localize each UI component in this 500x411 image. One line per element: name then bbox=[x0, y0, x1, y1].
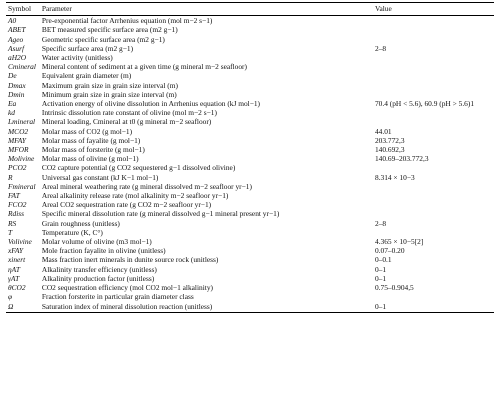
table-row bbox=[6, 154, 494, 163]
value-cell: 0–1 bbox=[373, 302, 494, 313]
symbol-cell: xFAY bbox=[8, 246, 24, 256]
table-row bbox=[6, 209, 494, 218]
value-cell bbox=[373, 108, 494, 117]
table-row bbox=[6, 35, 494, 44]
table-header bbox=[6, 3, 494, 16]
parameter-cell: Molar mass of CO2 (g mol−1) bbox=[41, 126, 133, 136]
parameter-cell: Molar mass of fayalite (g mol−1) bbox=[41, 135, 141, 145]
symbol-cell: Ea bbox=[8, 99, 17, 109]
parameter-cell: Molar mass of forsterite (g mol−1) bbox=[41, 145, 145, 155]
parameter-cell: Mole fraction fayalite in olivine (unitless) bbox=[41, 246, 166, 256]
table-row bbox=[6, 200, 494, 209]
table-row bbox=[6, 25, 494, 34]
table-row bbox=[6, 191, 494, 200]
value-cell: 44.01 bbox=[374, 126, 392, 136]
parameter-cell: Saturation index of mineral dissolution reaction (unitless) bbox=[40, 302, 373, 313]
table-row bbox=[6, 302, 494, 313]
value-cell bbox=[373, 62, 494, 71]
table-row bbox=[6, 71, 494, 80]
parameter-cell: BET measured specific surface area (m2 g−1) bbox=[41, 25, 178, 35]
table-row bbox=[6, 182, 494, 191]
header-value: Value bbox=[373, 3, 494, 16]
table-row bbox=[6, 163, 494, 172]
parameter-cell: Temperature (K, C°) bbox=[41, 227, 103, 237]
symbol-cell: Molivine bbox=[8, 154, 35, 164]
value-cell bbox=[373, 200, 494, 209]
value-cell bbox=[373, 71, 494, 80]
value-cell: 0.75–0.904,5 bbox=[374, 283, 414, 293]
parameter-cell: Grain roughness (unitless) bbox=[41, 218, 120, 228]
value-cell: 0–0.1 bbox=[374, 255, 392, 265]
value-cell bbox=[373, 292, 494, 301]
symbol-cell: PCO2 bbox=[8, 163, 27, 173]
value-cell bbox=[373, 228, 494, 237]
symbol-cell: γAT bbox=[8, 273, 20, 283]
symbol-cell: MFAY bbox=[8, 135, 26, 145]
symbol-cell: ηAT bbox=[8, 264, 21, 274]
parameter-cell: CO2 capture potential (g CO2 sequestered g−1 dissolved olivine) bbox=[41, 163, 236, 173]
symbol-cell: φ bbox=[8, 292, 13, 302]
symbol-cell: θCO2 bbox=[8, 283, 26, 293]
value-cell bbox=[373, 35, 494, 44]
symbol-cell: De bbox=[8, 71, 17, 81]
parameter-cell: Pre-exponential factor Arrhenius equation (mol m−2 s−1) bbox=[41, 16, 213, 26]
parameter-table bbox=[6, 2, 494, 313]
parameter-cell: Intrinsic dissolution rate constant of olivine (mol m−2 s−1) bbox=[41, 108, 217, 118]
symbol-cell: Rdiss bbox=[8, 209, 25, 219]
parameter-cell: Water activity (unitless) bbox=[41, 53, 113, 63]
table-row bbox=[6, 246, 494, 255]
symbol-cell: FCO2 bbox=[8, 200, 27, 210]
symbol-cell: Ageo bbox=[8, 34, 24, 44]
parameter-cell: Areal mineral weathering rate (g mineral dissolved m−2 seafloor yr−1) bbox=[41, 181, 252, 191]
table-row bbox=[6, 136, 494, 145]
value-cell bbox=[373, 90, 494, 99]
value-cell: 0–1 bbox=[374, 273, 387, 283]
table-row bbox=[6, 265, 494, 274]
value-cell bbox=[373, 191, 494, 200]
value-cell: 4.365 × 10−5[2] bbox=[374, 237, 424, 247]
symbol-cell: Cmineral bbox=[8, 62, 36, 72]
table-row bbox=[6, 99, 494, 108]
table-body bbox=[6, 16, 494, 313]
value-cell bbox=[373, 163, 494, 172]
table-row bbox=[6, 108, 494, 117]
value-cell: 0.07–0.20 bbox=[374, 246, 405, 256]
parameter-cell: Geometric specific surface area (m2 g−1) bbox=[41, 34, 165, 44]
table-row bbox=[6, 127, 494, 136]
table-row bbox=[6, 237, 494, 246]
symbol-cell: Volivine bbox=[8, 237, 32, 247]
value-cell bbox=[373, 209, 494, 218]
table-row bbox=[6, 117, 494, 126]
symbol-cell: RS bbox=[8, 218, 17, 228]
value-cell bbox=[373, 81, 494, 90]
value-cell: 203.772,3 bbox=[374, 135, 405, 145]
table-row bbox=[6, 62, 494, 71]
parameter-cell: Minimum grain size in grain size interval (m) bbox=[41, 89, 177, 99]
parameter-cell: Mass fraction inert minerals in dunite source rock (unitless) bbox=[41, 255, 219, 265]
table-row bbox=[6, 173, 494, 182]
value-cell bbox=[373, 117, 494, 126]
symbol-cell: ABET bbox=[8, 25, 26, 35]
parameter-cell: Mineral loading, Cmineral at t0 (g mineral m−2 seafloor) bbox=[41, 117, 212, 127]
symbol-cell: MFOR bbox=[8, 145, 29, 155]
value-cell: 140.69–203.772,3 bbox=[374, 154, 429, 164]
value-cell: 2–8 bbox=[374, 43, 387, 53]
symbol-cell: Ω bbox=[6, 302, 40, 313]
value-cell bbox=[373, 53, 494, 62]
parameter-cell: Maximum grain size in grain size interval (m) bbox=[41, 80, 178, 90]
symbol-cell: Lmineral bbox=[8, 117, 36, 127]
symbol-cell: kd bbox=[8, 108, 15, 118]
parameter-cell: Specific mineral dissolution rate (g mineral dissolved g−1 mineral present yr−1) bbox=[41, 209, 280, 219]
symbol-cell: Dmax bbox=[8, 80, 26, 90]
parameter-cell: Equivalent grain diameter (m) bbox=[41, 71, 132, 81]
table-row bbox=[6, 53, 494, 62]
value-cell bbox=[373, 182, 494, 191]
parameter-cell: Mineral content of sediment at a given time (g mineral m−2 seafloor) bbox=[41, 62, 247, 72]
symbol-cell: A0 bbox=[8, 16, 17, 26]
parameter-cell: CO2 sequestration efficiency (mol CO2 mol−1 alkalinity) bbox=[41, 283, 213, 293]
parameter-cell: Fraction forsterite in particular grain diameter class bbox=[41, 292, 194, 302]
value-cell: 70.4 (pH < 5.6), 60.9 (pH > 5.6)1 bbox=[374, 99, 475, 109]
value-cell: 2–8 bbox=[374, 218, 387, 228]
table-row bbox=[6, 90, 494, 99]
parameter-cell: Alkalinity production factor (unitless) bbox=[41, 273, 155, 283]
header-symbol: Symbol bbox=[6, 3, 40, 16]
parameter-cell: Specific surface area (m2 g−1) bbox=[41, 43, 134, 53]
symbol-cell: aH2O bbox=[8, 53, 27, 63]
parameter-cell: Activation energy of olivine dissolution in Arrhenius equation (kJ mol−1) bbox=[41, 99, 261, 109]
parameter-cell: Areal alkalinity release rate (mol alkalinity m−2 seafloor yr−1) bbox=[41, 191, 229, 201]
parameter-cell: Universal gas constant (kJ K−1 mol−1) bbox=[41, 172, 159, 182]
parameter-cell: Molar volume of olivine (m3 mol−1) bbox=[41, 237, 152, 247]
value-cell bbox=[373, 25, 494, 34]
symbol-cell: T bbox=[8, 227, 13, 237]
table-row bbox=[6, 228, 494, 237]
table-row bbox=[6, 283, 494, 292]
symbol-cell: Dmin bbox=[8, 89, 25, 99]
symbol-cell: MCO2 bbox=[8, 126, 29, 136]
symbol-cell: xinert bbox=[8, 255, 26, 265]
header-parameter: Parameter bbox=[40, 3, 373, 16]
table-row bbox=[6, 44, 494, 53]
symbol-cell: R bbox=[8, 172, 13, 182]
table-row bbox=[6, 292, 494, 301]
symbol-cell: Asurf bbox=[8, 43, 25, 53]
header-row bbox=[6, 3, 494, 16]
symbol-cell: Fmineral bbox=[8, 181, 36, 191]
table-row bbox=[6, 145, 494, 154]
value-cell bbox=[373, 16, 494, 26]
table-row bbox=[6, 16, 494, 26]
table-row bbox=[6, 81, 494, 90]
value-cell: 140.692,3 bbox=[374, 145, 405, 155]
parameter-cell: Alkalinity transfer efficiency (unitless) bbox=[41, 264, 157, 274]
parameter-cell: Areal CO2 sequestration rate (g CO2 m−2 seafloor yr−1) bbox=[41, 200, 212, 210]
symbol-cell: FAT bbox=[8, 191, 20, 201]
table-row bbox=[6, 219, 494, 228]
table-row bbox=[6, 274, 494, 283]
parameter-cell: Molar mass of olivine (g mol−1) bbox=[41, 154, 139, 164]
value-cell: 0–1 bbox=[374, 264, 387, 274]
value-cell: 8.314 × 10−3 bbox=[374, 172, 415, 182]
table-row bbox=[6, 255, 494, 264]
